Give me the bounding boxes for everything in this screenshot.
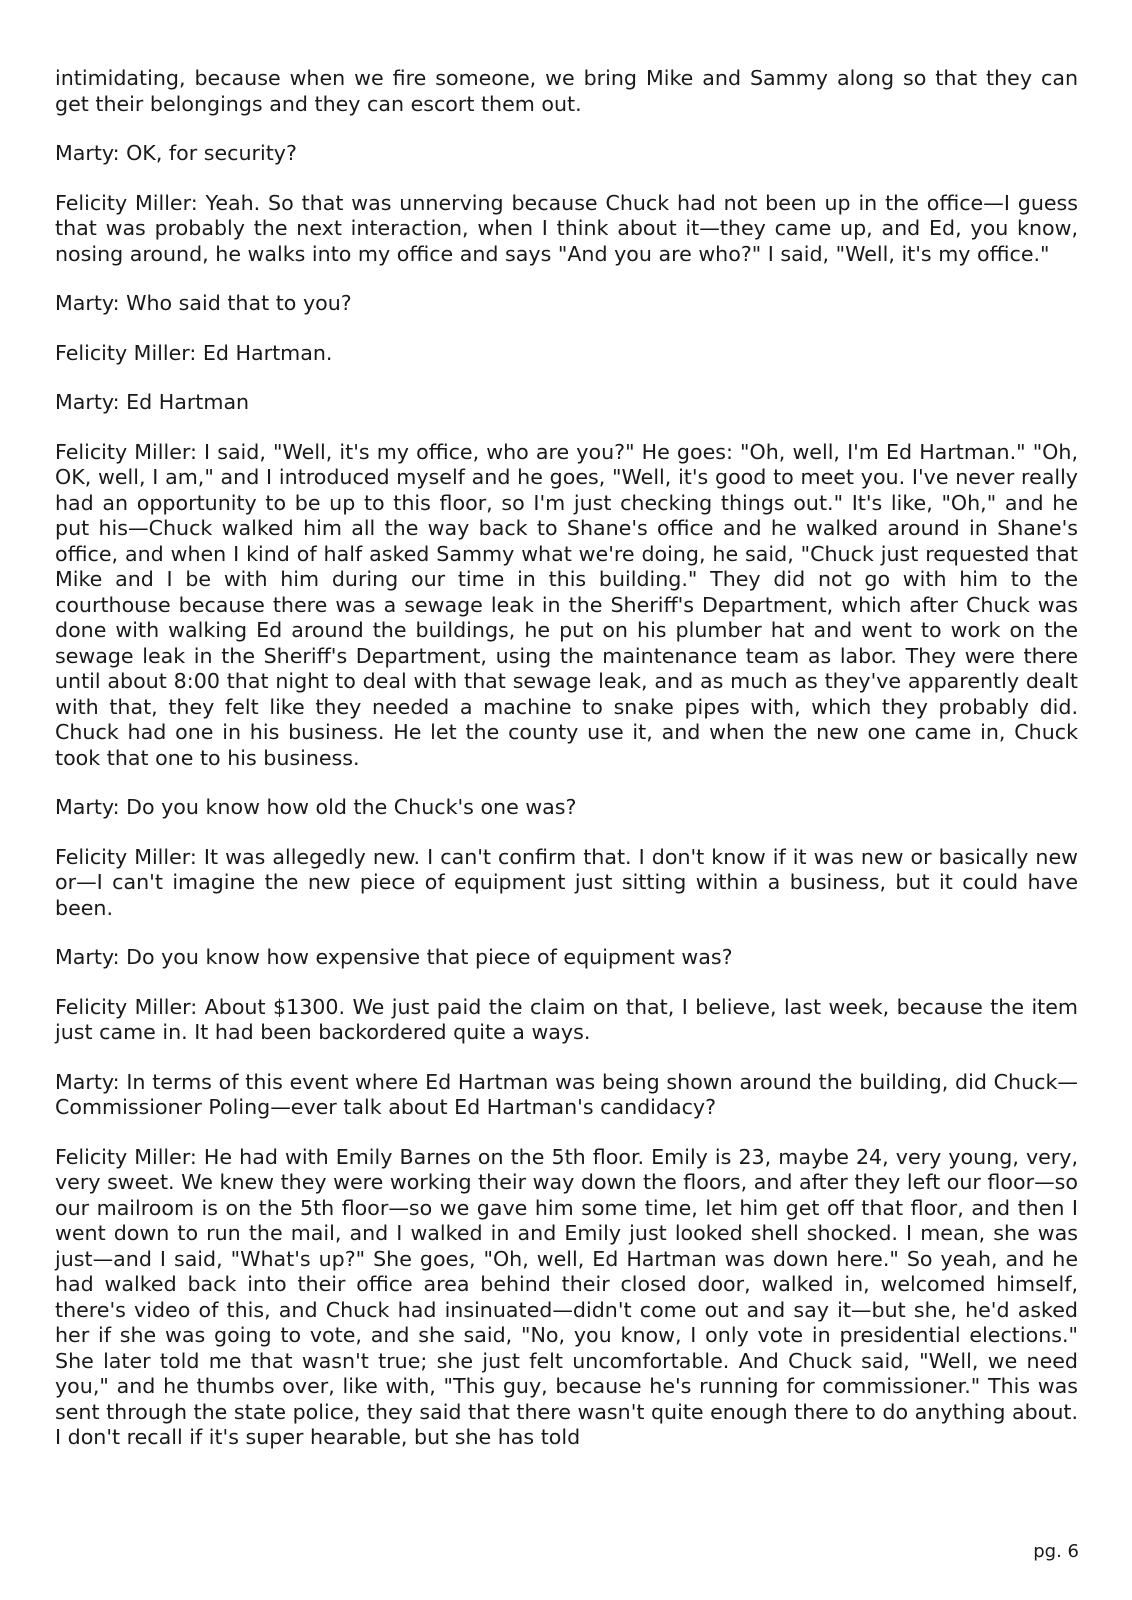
paragraph-marty-how-expensive: Marty: Do you know how expensive that piece of equipment was? bbox=[55, 945, 733, 969]
paragraph-felicity-unnerving: Felicity Miller: Yeah. So that was unnerving because Chuck had not been up in the office—I guess that was probably the next interaction, when I think about it—they came up, and Ed, you know, nosing around, he walks into my office and says "And you are who?" I said, "Well, it's my office." bbox=[55, 190, 1078, 266]
page-number: pg. 6 bbox=[1033, 1541, 1079, 1562]
paragraph-intimidating: intimidating, because when we fire someone, we bring Mike and Sammy along so that they can get their belongings and they can escort them out. bbox=[55, 66, 1078, 116]
paragraph-felicity-my-office: Felicity Miller: I said, "Well, it's my office, who are you?" He goes: "Oh, well, I'm Ed Hartman." "Oh, OK, well, I am," and I introduced myself and he goes, "Well, it's good to meet you. I've never really had an opportunity to be up to this floor, so I'm just checking things out." It's like, "Oh," and he put his—Chuck walked him all the way back to Shane's office and he walked around in Shane's office, and when I kind of half asked Sammy what we're doing, he said, "Chuck just requested that Mike and I be with him during our time in this building." They did not go with him to the courthouse because there was a sewage leak in the Sheriff's Department, which after Chuck was done with walking Ed around the buildings, he put on his plumber hat and went to work on the sewage leak in the Sheriff's Department, using the maintenance team as labor. They were there until about 8:00 that night to deal with that sewage leak, and as much as they've apparently dealt with that, they felt like they needed a machine to snake pipes with, which they probably did. Chuck had one in his business. He let the county use it, and when the new one came in, Chuck took that one to his business. bbox=[55, 439, 1078, 770]
paragraph-felicity-emily-barnes: Felicity Miller: He had with Emily Barnes on the 5th floor. Emily is 23, maybe 24, very young, very, very sweet. We knew they were working their way down the floors, and after they left our floor—so our mailroom is on the 5th floor—so we gave him some time, let him get off that floor, and then I went down to run the mail, and I walked in and Emily just looked shell shocked. I mean, she was just—and I said, "What's up?" She goes, "Oh, well, Ed Hartman was down here." So yeah, and he had walked back into their office area behind their closed door, walked in, welcomed himself, there's video of this, and Chuck had insinuated—didn't come out and say it—but she, he'd asked her if she was going to vote, and she said, "No, you know, I only vote in presidential elections." She later told me that wasn't true; she just felt uncomfortable. And Chuck said, "Well, we need you," and he thumbs over, like with, "This guy, because he's running for commissioner." This was sent through the state police, they said that there wasn't quite enough there to do anything about. I don't recall if it's super hearable, but she has told bbox=[55, 1144, 1078, 1449]
paragraph-felicity-ed-hartman: Felicity Miller: Ed Hartman. bbox=[55, 340, 333, 365]
paragraph-marty-who-said: Marty: Who said that to you? bbox=[55, 291, 352, 315]
paragraph-marty-candidacy: Marty: In terms of this event where Ed Hartman was being shown around the building, did Chuck—Commissioner Poling—ever talk about Ed Hartman's candidacy? bbox=[55, 1069, 1078, 1119]
paragraph-marty-how-old: Marty: Do you know how old the Chuck's one was? bbox=[55, 795, 577, 819]
document-page bbox=[55, 66, 1078, 1475]
paragraph-felicity-cost: Felicity Miller: About $1300. We just paid the claim on that, I believe, last week, because the item just came in. It had been backordered quite a ways. bbox=[55, 994, 1078, 1044]
paragraph-felicity-allegedly-new: Felicity Miller: It was allegedly new. I can't confirm that. I don't know if it was new or basically new or—I can't imagine the new piece of equipment just sitting within a business, but it could have been. bbox=[55, 844, 1078, 920]
paragraph-marty-security: Marty: OK, for security? bbox=[55, 141, 297, 165]
paragraph-marty-ed-hartman: Marty: Ed Hartman bbox=[55, 390, 250, 414]
